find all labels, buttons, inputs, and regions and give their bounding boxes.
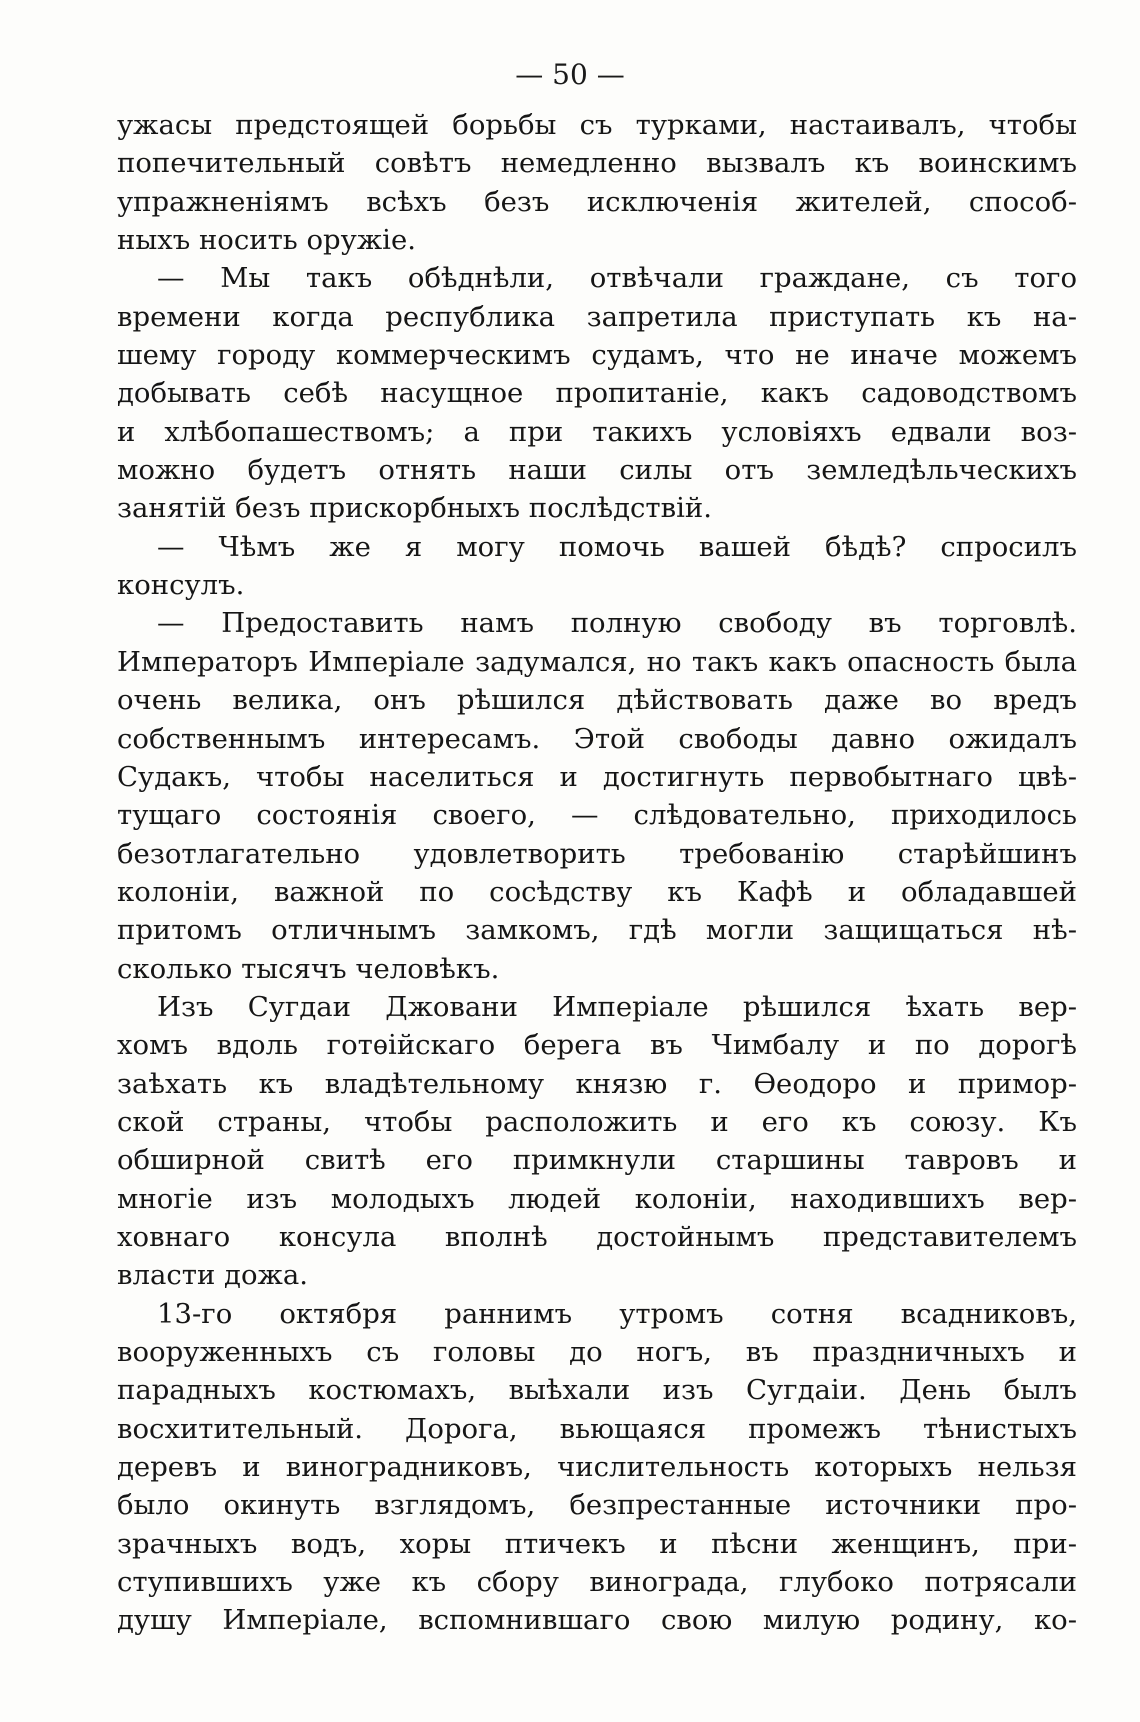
text-line: многіе изъ молодыхъ людей колоніи, находившихъ вер- [117,1182,1077,1215]
text-line: парадныхъ костюмахъ, выѣхали изъ Сугдаіи. День былъ [117,1374,1077,1407]
text-line: очень велика, онъ рѣшился дѣйствовать даже во вредъ [117,684,1077,717]
page-number: — 50 — [515,58,625,91]
text-line: шему городу коммерческимъ судамъ, что не иначе можемъ [117,339,1077,372]
text-line: времени когда республика запретила приступать къ на- [117,300,1077,333]
text-line: восхитительный. Дорога, вьющаяся промежъ тѣнистыхъ [117,1412,1077,1445]
text-line: Императоръ Имперіале задумался, но такъ какъ опасность была [117,645,1077,678]
text-line: можно будетъ отнять наши силы отъ земледѣльческихъ [117,454,1077,487]
text-line: хомъ вдоль готѳійскаго берега въ Чимбалу и по дорогѣ [117,1029,1077,1062]
text-line: ужасы предстоящей борьбы съ турками, настаивалъ, чтобы [117,109,1077,141]
text-line: упражненіямъ всѣхъ безъ исключенія жителей, способ- [117,185,1077,218]
text-line: — Мы такъ обѣднѣли, отвѣчали граждане, съ того [157,262,1077,295]
text-line: попечительный совѣтъ немедленно вызвалъ къ воинскимъ [117,147,1077,180]
text-line: Судакъ, чтобы населиться и достигнуть первобытнаго цвѣ- [117,760,1077,793]
text-line: ховнаго консула вполнѣ достойнымъ представителемъ [117,1220,1077,1253]
text-line: 13-го октября раннимъ утромъ сотня всадниковъ, [157,1297,1077,1330]
text-line: сколько тысячъ человѣкъ. [117,952,500,985]
text-line: ступившихъ уже къ сбору винограда, глубоко потрясали [117,1566,1077,1599]
text-line: вооруженныхъ съ головы до ногъ, въ праздничныхъ и [117,1336,1077,1368]
text-line: душу Имперіале, вспомнившаго свою милую родину, ко- [117,1604,1077,1637]
text-line: заѣхать къ владѣтельному князю г. Ѳеодоро и примор- [117,1067,1077,1100]
text-line: зрачныхъ водъ, хоры птичекъ и пѣсни женщинъ, при- [117,1527,1077,1560]
text-line: тущаго состоянія своего, — слѣдовательно, приходилось [117,799,1077,832]
text-line: собственнымъ интересамъ. Этой свободы давно ожидалъ [117,722,1077,755]
text-line: — Предоставить намъ полную свободу въ торговлѣ. [157,607,1077,640]
text-line: занятій безъ прискорбныхъ послѣдствій. [117,492,712,525]
text-line: ныхъ носить оружіе. [117,224,416,257]
text-line: ской страны, чтобы расположить и его къ союзу. Къ [117,1105,1077,1138]
text-line: консулъ. [117,569,245,602]
text-line: деревъ и виноградниковъ, числительность которыхъ нельзя [117,1451,1077,1484]
text-line: обширной свитѣ его примкнули старшины тавровъ и [117,1144,1077,1177]
text-line: было окинуть взглядомъ, безпрестанные источники про- [117,1489,1077,1522]
text-line: добывать себѣ насущное пропитаніе, какъ садоводствомъ [117,377,1077,410]
text-line: притомъ отличнымъ замкомъ, гдѣ могли защищаться нѣ- [117,914,1077,947]
body-text [117,106,1077,1640]
text-line: и хлѣбопашествомъ; а при такихъ условіяхъ едвали воз- [117,415,1077,448]
text-line: власти дожа. [117,1259,308,1292]
text-line: колоніи, важной по сосѣдству къ Кафѣ и обладавшей [117,875,1077,908]
text-line: Изъ Сугдаи Джовани Имперіале рѣшился ѣхать вер- [157,990,1077,1023]
text-line: — Чѣмъ же я могу помочь вашей бѣдѣ? спросилъ [157,530,1077,563]
text-line: безотлагательно удовлетворить требованію старѣйшинъ [117,837,1077,870]
